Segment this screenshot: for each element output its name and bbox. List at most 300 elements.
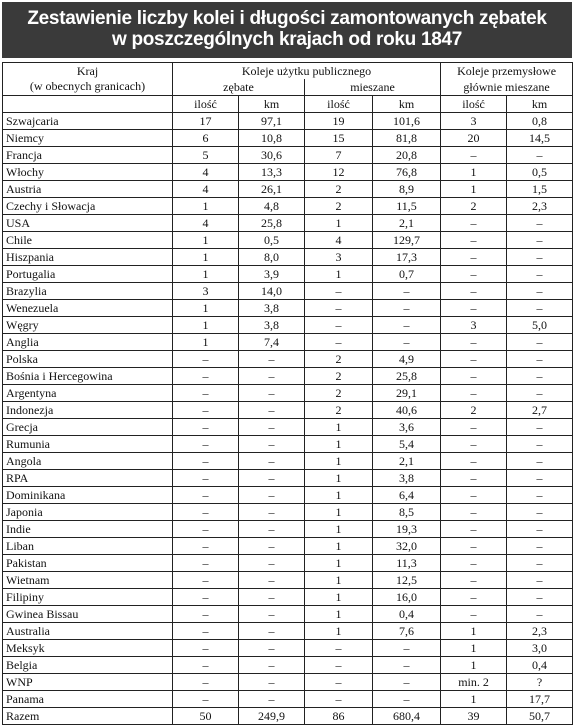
industrial-count-cell: 1	[441, 181, 507, 198]
table-row	[3, 266, 573, 283]
country-cell: Grecja	[3, 419, 173, 436]
mixed-km-cell: –	[373, 691, 441, 708]
public-header: Koleje użytku publicznego	[173, 63, 441, 80]
toothed-km-cell: 3,8	[239, 317, 305, 334]
km-header: km	[373, 96, 441, 113]
industrial-km-cell: 17,7	[507, 691, 573, 708]
mixed-km-cell: 19,3	[373, 521, 441, 538]
industrial-km-cell: –	[507, 300, 573, 317]
table-row	[3, 657, 573, 674]
mixed-count-cell: –	[305, 640, 373, 657]
industrial-count-cell: –	[441, 266, 507, 283]
table-row	[3, 487, 573, 504]
industrial-km-cell: –	[507, 147, 573, 164]
mixed-count-cell: –	[305, 674, 373, 691]
table-row	[3, 402, 573, 419]
industrial-km-cell: –	[507, 385, 573, 402]
mixed-count-cell: –	[305, 334, 373, 351]
count-header: ilość	[441, 96, 507, 113]
toothed-km-cell: 3,9	[239, 266, 305, 283]
mixed-count-cell: 12	[305, 164, 373, 181]
country-header-line2: (w obecnych granicach)	[29, 79, 146, 93]
industrial-km-cell: –	[507, 334, 573, 351]
country-cell: Brazylia	[3, 283, 173, 300]
mixed-km-cell: 2,1	[373, 215, 441, 232]
mixed-km-cell: 129,7	[373, 232, 441, 249]
country-cell: Hiszpania	[3, 249, 173, 266]
country-cell: Australia	[3, 623, 173, 640]
industrial-count-cell: –	[441, 606, 507, 623]
industrial-count-cell: min. 2	[441, 674, 507, 691]
mixed-km-cell: –	[373, 657, 441, 674]
mixed-km-cell: 2,1	[373, 453, 441, 470]
toothed-km-cell: 26,1	[239, 181, 305, 198]
industrial-count-cell: –	[441, 470, 507, 487]
table-row	[3, 198, 573, 215]
mixed-km-cell: 40,6	[373, 402, 441, 419]
country-cell: Niemcy	[3, 130, 173, 147]
industrial-count-cell: 1	[441, 623, 507, 640]
mixed-count-cell: 2	[305, 351, 373, 368]
toothed-km-cell: –	[239, 589, 305, 606]
railway-table	[2, 62, 573, 725]
mixed-count-cell: 2	[305, 181, 373, 198]
industrial-count-cell: –	[441, 249, 507, 266]
country-cell: USA	[3, 215, 173, 232]
mixed-km-cell: 0,7	[373, 266, 441, 283]
country-cell: Bośnia i Hercegowina	[3, 368, 173, 385]
km-header: km	[507, 96, 573, 113]
mixed-km-cell: –	[373, 640, 441, 657]
industrial-count-cell: –	[441, 572, 507, 589]
country-cell: Włochy	[3, 164, 173, 181]
industrial-count-cell: –	[441, 504, 507, 521]
industrial-count-cell: –	[441, 215, 507, 232]
toothed-km-cell: 8,0	[239, 249, 305, 266]
toothed-km-cell: –	[239, 487, 305, 504]
table-row	[3, 181, 573, 198]
toothed-count-cell: –	[173, 402, 239, 419]
toothed-count-cell: –	[173, 606, 239, 623]
country-header	[3, 63, 173, 96]
mixed-count-cell: 1	[305, 215, 373, 232]
table-row	[3, 249, 573, 266]
toothed-km-cell: 13,3	[239, 164, 305, 181]
mixed-count-cell: 1	[305, 504, 373, 521]
country-cell: Anglia	[3, 334, 173, 351]
country-cell: Angola	[3, 453, 173, 470]
industrial-count-cell: –	[441, 147, 507, 164]
toothed-km-cell: 25,8	[239, 215, 305, 232]
table-row	[3, 674, 573, 691]
industrial-subheader: głównie mieszane	[441, 79, 573, 96]
mixed-km-cell: 32,0	[373, 538, 441, 555]
toothed-km-cell: 14,0	[239, 283, 305, 300]
toothed-km-cell: –	[239, 436, 305, 453]
table-row	[3, 589, 573, 606]
toothed-km-cell: –	[239, 351, 305, 368]
industrial-km-cell: 2,3	[507, 198, 573, 215]
mixed-km-cell: –	[373, 317, 441, 334]
country-cell: Indonezja	[3, 402, 173, 419]
toothed-count-cell: 3	[173, 283, 239, 300]
industrial-count-cell: –	[441, 300, 507, 317]
toothed-count-cell: 1	[173, 198, 239, 215]
toothed-km-cell: –	[239, 691, 305, 708]
industrial-header: Koleje przemysłowe	[441, 63, 573, 80]
count-header: ilość	[173, 96, 239, 113]
toothed-count-cell: 1	[173, 317, 239, 334]
toothed-count-cell: 1	[173, 266, 239, 283]
toothed-km-cell: –	[239, 385, 305, 402]
mixed-count-cell: –	[305, 691, 373, 708]
country-cell: Rumunia	[3, 436, 173, 453]
mixed-km-cell: 76,8	[373, 164, 441, 181]
toothed-km-cell: –	[239, 368, 305, 385]
toothed-count-cell: –	[173, 640, 239, 657]
mixed-count-cell: 86	[305, 708, 373, 725]
industrial-count-cell: 1	[441, 657, 507, 674]
toothed-count-cell: 1	[173, 232, 239, 249]
table-row	[3, 606, 573, 623]
country-cell: WNP	[3, 674, 173, 691]
toothed-count-cell: 6	[173, 130, 239, 147]
mixed-count-cell: 1	[305, 453, 373, 470]
mixed-km-cell: 11,3	[373, 555, 441, 572]
country-cell: Węgry	[3, 317, 173, 334]
industrial-km-cell: 0,5	[507, 164, 573, 181]
title-line-2: w poszczególnych krajach od roku 1847	[111, 29, 463, 50]
country-cell: Francja	[3, 147, 173, 164]
mixed-count-cell: –	[305, 300, 373, 317]
table-row	[3, 453, 573, 470]
mixed-km-cell: 25,8	[373, 368, 441, 385]
toothed-count-cell: –	[173, 657, 239, 674]
country-cell: Liban	[3, 538, 173, 555]
toothed-header: zębate	[173, 79, 305, 96]
total-row	[3, 708, 573, 725]
toothed-km-cell: –	[239, 657, 305, 674]
country-cell: Gwinea Bissau	[3, 606, 173, 623]
industrial-km-cell: –	[507, 436, 573, 453]
industrial-count-cell: 2	[441, 198, 507, 215]
industrial-km-cell: 0,8	[507, 113, 573, 130]
table-row	[3, 351, 573, 368]
toothed-count-cell: –	[173, 453, 239, 470]
toothed-count-cell: –	[173, 368, 239, 385]
industrial-km-cell: –	[507, 215, 573, 232]
industrial-count-cell: –	[441, 589, 507, 606]
mixed-km-cell: 6,4	[373, 487, 441, 504]
country-cell: Polska	[3, 351, 173, 368]
toothed-count-cell: –	[173, 436, 239, 453]
toothed-km-cell: 7,4	[239, 334, 305, 351]
table-row	[3, 436, 573, 453]
industrial-km-cell: –	[507, 368, 573, 385]
toothed-count-cell: –	[173, 351, 239, 368]
toothed-km-cell: –	[239, 572, 305, 589]
industrial-count-cell: –	[441, 368, 507, 385]
toothed-count-cell: 4	[173, 164, 239, 181]
industrial-count-cell: 3	[441, 317, 507, 334]
toothed-count-cell: –	[173, 623, 239, 640]
toothed-count-cell: 1	[173, 334, 239, 351]
mixed-km-cell: 101,6	[373, 113, 441, 130]
table-row	[3, 521, 573, 538]
mixed-km-cell: 3,8	[373, 470, 441, 487]
toothed-km-cell: 249,9	[239, 708, 305, 725]
toothed-count-cell: –	[173, 521, 239, 538]
mixed-count-cell: 1	[305, 538, 373, 555]
industrial-km-cell: 0,4	[507, 657, 573, 674]
mixed-km-cell: 8,5	[373, 504, 441, 521]
industrial-count-cell: 1	[441, 640, 507, 657]
mixed-count-cell: –	[305, 283, 373, 300]
country-cell: Dominikana	[3, 487, 173, 504]
mixed-count-cell: 1	[305, 436, 373, 453]
mixed-km-cell: 680,4	[373, 708, 441, 725]
count-header: ilość	[305, 96, 373, 113]
toothed-km-cell: 0,5	[239, 232, 305, 249]
industrial-km-cell: –	[507, 283, 573, 300]
country-cell: Razem	[3, 708, 173, 725]
industrial-km-cell: 3,0	[507, 640, 573, 657]
mixed-count-cell: 2	[305, 385, 373, 402]
country-cell: Portugalia	[3, 266, 173, 283]
mixed-count-cell: 1	[305, 606, 373, 623]
toothed-count-cell: 17	[173, 113, 239, 130]
toothed-km-cell: –	[239, 419, 305, 436]
industrial-count-cell: 39	[441, 708, 507, 725]
table-row	[3, 640, 573, 657]
table-row	[3, 538, 573, 555]
industrial-km-cell: –	[507, 232, 573, 249]
mixed-count-cell: 15	[305, 130, 373, 147]
toothed-count-cell: –	[173, 572, 239, 589]
toothed-count-cell: –	[173, 419, 239, 436]
industrial-count-cell: –	[441, 283, 507, 300]
country-header-spacer	[3, 96, 173, 113]
industrial-km-cell: –	[507, 589, 573, 606]
toothed-km-cell: 10,8	[239, 130, 305, 147]
table-row	[3, 419, 573, 436]
industrial-count-cell: –	[441, 453, 507, 470]
toothed-km-cell: –	[239, 453, 305, 470]
table-row	[3, 232, 573, 249]
table-row	[3, 317, 573, 334]
country-cell: Panama	[3, 691, 173, 708]
toothed-count-cell: –	[173, 589, 239, 606]
mixed-count-cell: 1	[305, 623, 373, 640]
toothed-count-cell: –	[173, 470, 239, 487]
table-row	[3, 164, 573, 181]
industrial-count-cell: 2	[441, 402, 507, 419]
toothed-count-cell: 4	[173, 181, 239, 198]
country-cell: Argentyna	[3, 385, 173, 402]
industrial-count-cell: –	[441, 555, 507, 572]
title-banner	[2, 2, 572, 58]
country-cell: Wietnam	[3, 572, 173, 589]
country-cell: Chile	[3, 232, 173, 249]
toothed-km-cell: –	[239, 623, 305, 640]
industrial-count-cell: –	[441, 232, 507, 249]
industrial-km-cell: 50,7	[507, 708, 573, 725]
mixed-km-cell: 29,1	[373, 385, 441, 402]
industrial-count-cell: –	[441, 419, 507, 436]
country-cell: Meksyk	[3, 640, 173, 657]
country-cell: RPA	[3, 470, 173, 487]
toothed-km-cell: 30,6	[239, 147, 305, 164]
mixed-count-cell: 7	[305, 147, 373, 164]
toothed-count-cell: –	[173, 538, 239, 555]
industrial-km-cell: –	[507, 470, 573, 487]
industrial-km-cell: –	[507, 249, 573, 266]
toothed-count-cell: –	[173, 385, 239, 402]
table-row	[3, 113, 573, 130]
industrial-count-cell: –	[441, 487, 507, 504]
mixed-count-cell: 2	[305, 198, 373, 215]
industrial-km-cell: 1,5	[507, 181, 573, 198]
industrial-km-cell: –	[507, 504, 573, 521]
mixed-count-cell: 2	[305, 402, 373, 419]
toothed-count-cell: 1	[173, 249, 239, 266]
mixed-count-cell: 1	[305, 470, 373, 487]
mixed-km-cell: 5,4	[373, 436, 441, 453]
industrial-count-cell: –	[441, 436, 507, 453]
toothed-km-cell: –	[239, 470, 305, 487]
mixed-count-cell: 1	[305, 419, 373, 436]
mixed-km-cell: –	[373, 334, 441, 351]
table-row	[3, 572, 573, 589]
industrial-count-cell: 1	[441, 691, 507, 708]
industrial-km-cell: 5,0	[507, 317, 573, 334]
industrial-km-cell: –	[507, 555, 573, 572]
mixed-km-cell: 8,9	[373, 181, 441, 198]
toothed-km-cell: –	[239, 640, 305, 657]
industrial-km-cell: –	[507, 606, 573, 623]
country-cell: Japonia	[3, 504, 173, 521]
industrial-km-cell: –	[507, 487, 573, 504]
table-row	[3, 504, 573, 521]
country-cell: Belgia	[3, 657, 173, 674]
toothed-count-cell: 4	[173, 215, 239, 232]
mixed-count-cell: 1	[305, 487, 373, 504]
industrial-km-cell: –	[507, 453, 573, 470]
industrial-km-cell: –	[507, 351, 573, 368]
table-row	[3, 147, 573, 164]
toothed-count-cell: –	[173, 555, 239, 572]
toothed-count-cell: 1	[173, 300, 239, 317]
industrial-km-cell: ?	[507, 674, 573, 691]
industrial-count-cell: –	[441, 351, 507, 368]
toothed-km-cell: 3,8	[239, 300, 305, 317]
mixed-km-cell: 0,4	[373, 606, 441, 623]
mixed-km-cell: 7,6	[373, 623, 441, 640]
country-cell: Indie	[3, 521, 173, 538]
mixed-count-cell: 1	[305, 589, 373, 606]
toothed-count-cell: –	[173, 487, 239, 504]
industrial-km-cell: –	[507, 572, 573, 589]
toothed-km-cell: –	[239, 521, 305, 538]
industrial-km-cell: –	[507, 266, 573, 283]
table-row	[3, 385, 573, 402]
mixed-km-cell: 4,9	[373, 351, 441, 368]
toothed-km-cell: –	[239, 674, 305, 691]
industrial-km-cell: –	[507, 521, 573, 538]
mixed-count-cell: 3	[305, 249, 373, 266]
table-row	[3, 300, 573, 317]
industrial-count-cell: 1	[441, 164, 507, 181]
toothed-km-cell: –	[239, 606, 305, 623]
title-line-1: Zestawienie liczby kolei i długości zamontowanych zębatek	[27, 8, 547, 29]
industrial-count-cell: –	[441, 385, 507, 402]
mixed-count-cell: 4	[305, 232, 373, 249]
mixed-header: mieszane	[305, 79, 441, 96]
mixed-km-cell: 17,3	[373, 249, 441, 266]
country-cell: Wenezuela	[3, 300, 173, 317]
toothed-km-cell: –	[239, 538, 305, 555]
toothed-km-cell: 97,1	[239, 113, 305, 130]
toothed-count-cell: 5	[173, 147, 239, 164]
toothed-km-cell: –	[239, 504, 305, 521]
toothed-km-cell: –	[239, 555, 305, 572]
country-header-line1: Kraj	[76, 64, 99, 78]
mixed-km-cell: –	[373, 300, 441, 317]
industrial-km-cell: 14,5	[507, 130, 573, 147]
country-cell: Szwajcaria	[3, 113, 173, 130]
mixed-count-cell: 2	[305, 368, 373, 385]
table-row	[3, 691, 573, 708]
toothed-count-cell: –	[173, 691, 239, 708]
mixed-count-cell: 1	[305, 555, 373, 572]
industrial-km-cell: 2,3	[507, 623, 573, 640]
table-row	[3, 334, 573, 351]
country-cell: Filipiny	[3, 589, 173, 606]
industrial-km-cell: –	[507, 538, 573, 555]
country-cell: Pakistan	[3, 555, 173, 572]
mixed-km-cell: –	[373, 674, 441, 691]
industrial-km-cell: –	[507, 419, 573, 436]
km-header: km	[239, 96, 305, 113]
table-row	[3, 470, 573, 487]
table-row	[3, 130, 573, 147]
industrial-km-cell: 2,7	[507, 402, 573, 419]
mixed-count-cell: 1	[305, 521, 373, 538]
country-cell: Austria	[3, 181, 173, 198]
table-row	[3, 555, 573, 572]
mixed-km-cell: 16,0	[373, 589, 441, 606]
industrial-count-cell: –	[441, 538, 507, 555]
industrial-count-cell: 3	[441, 113, 507, 130]
mixed-km-cell: 11,5	[373, 198, 441, 215]
country-cell: Czechy i Słowacja	[3, 198, 173, 215]
table-row	[3, 215, 573, 232]
industrial-count-cell: –	[441, 521, 507, 538]
table-row	[3, 623, 573, 640]
mixed-km-cell: 12,5	[373, 572, 441, 589]
mixed-count-cell: 1	[305, 266, 373, 283]
table-row	[3, 283, 573, 300]
toothed-count-cell: –	[173, 504, 239, 521]
toothed-count-cell: –	[173, 674, 239, 691]
table-row	[3, 368, 573, 385]
mixed-count-cell: –	[305, 657, 373, 674]
mixed-km-cell: 20,8	[373, 147, 441, 164]
table-body	[3, 113, 573, 725]
industrial-count-cell: –	[441, 334, 507, 351]
mixed-count-cell: 19	[305, 113, 373, 130]
mixed-count-cell: 1	[305, 572, 373, 589]
